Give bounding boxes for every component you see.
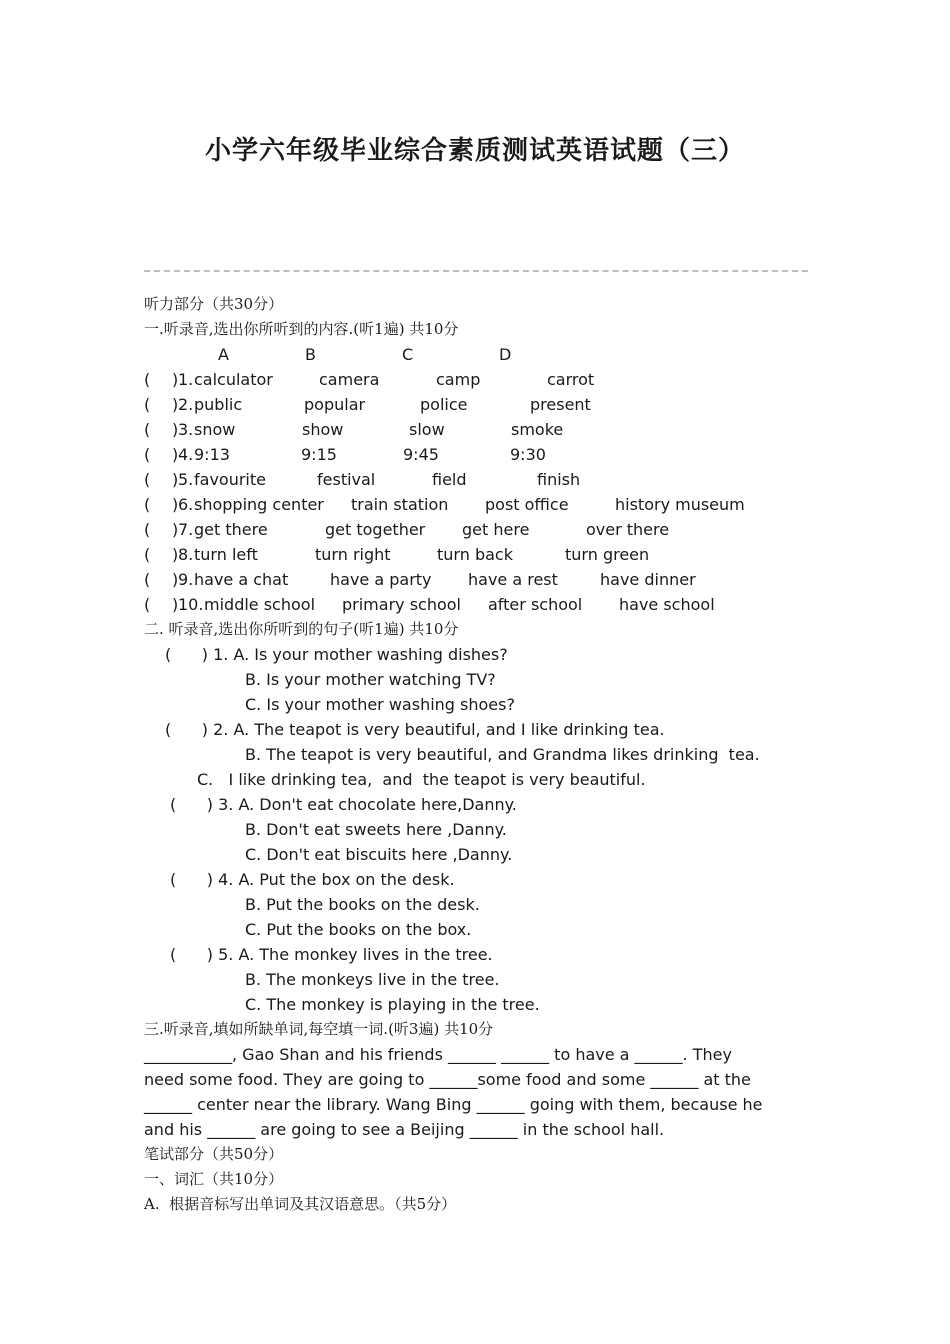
option-a: turn left xyxy=(194,545,258,564)
option-d: history museum xyxy=(615,495,745,514)
column-label-d: D xyxy=(499,345,512,364)
option-a: public xyxy=(194,395,243,414)
answer-paren-close: ) xyxy=(172,595,179,614)
list-item xyxy=(144,567,808,592)
question-option xyxy=(144,917,808,942)
option-c-text: C. Put the books on the box. xyxy=(245,920,472,939)
page-title: 小学六年级毕业综合素质测试英语试题（三） xyxy=(204,136,745,166)
question-option xyxy=(144,967,808,992)
option-b: turn right xyxy=(315,545,391,564)
answer-paren-open: ( xyxy=(144,545,151,564)
question-stem xyxy=(144,717,808,742)
option-a: get there xyxy=(194,520,268,539)
answer-paren-open: ( xyxy=(144,395,151,414)
section-3-heading: 三.听录音,填如所缺单词,每空填一词.(听3遍) 共10分 xyxy=(144,1020,494,1038)
column-label-a: A xyxy=(218,345,229,364)
question-option xyxy=(144,692,808,717)
question-stem-text: ( ) 2. A. The teapot is very beautiful, and I like drinking tea. xyxy=(165,720,665,739)
option-d: over there xyxy=(586,520,670,539)
exam-body xyxy=(144,292,808,1217)
option-b-text: B. Don't eat sweets here ,Danny. xyxy=(245,820,507,839)
option-d: have school xyxy=(619,595,715,614)
option-c-text: C. I like drinking tea, and the teapot is very beautiful. xyxy=(197,770,646,789)
option-c-text: C. Is your mother washing shoes? xyxy=(245,695,515,714)
option-d: 9:30 xyxy=(510,445,546,464)
answer-paren-close: ) xyxy=(172,370,179,389)
option-c: 9:45 xyxy=(403,445,439,464)
option-b-text: B. The teapot is very beautiful, and Grandma likes drinking tea. xyxy=(245,745,760,764)
question-option xyxy=(144,892,808,917)
answer-paren-close: ) xyxy=(172,495,179,514)
column-label-c: C xyxy=(402,345,414,364)
list-item xyxy=(144,442,808,467)
option-d: smoke xyxy=(511,420,564,439)
option-c: camp xyxy=(436,370,481,389)
vocab-section-header: 一、词汇（共10分） xyxy=(144,1170,284,1188)
answer-paren-open: ( xyxy=(144,520,151,539)
list-item xyxy=(144,592,808,617)
list-item xyxy=(144,542,808,567)
option-b: train station xyxy=(351,495,449,514)
option-c: have a rest xyxy=(468,570,558,589)
option-b: get together xyxy=(325,520,426,539)
item-number: 2. xyxy=(178,395,194,414)
question-option xyxy=(144,842,808,867)
answer-paren-close: ) xyxy=(172,445,179,464)
cloze-line: ___________, Gao Shan and his friends ______ ______ to have a ______. They xyxy=(144,1045,732,1064)
answer-paren-open: ( xyxy=(144,570,151,589)
list-item xyxy=(144,467,808,492)
option-d: have dinner xyxy=(600,570,696,589)
item-number: 9. xyxy=(178,570,194,589)
option-b: show xyxy=(302,420,344,439)
option-a: calculator xyxy=(194,370,273,389)
answer-paren-close: ) xyxy=(172,570,179,589)
option-b: primary school xyxy=(342,595,461,614)
answer-paren-open: ( xyxy=(144,370,151,389)
item-number: 8. xyxy=(178,545,194,564)
option-c-text: C. The monkey is playing in the tree. xyxy=(245,995,540,1014)
option-c: police xyxy=(420,395,468,414)
option-c: after school xyxy=(488,595,583,614)
option-b-text: B. The monkeys live in the tree. xyxy=(245,970,500,989)
item-number: 7. xyxy=(178,520,194,539)
answer-paren-close: ) xyxy=(172,420,179,439)
list-item xyxy=(144,517,808,542)
option-d: turn green xyxy=(565,545,650,564)
option-a: shopping center xyxy=(194,495,324,514)
column-labels xyxy=(144,342,808,367)
item-number: 3. xyxy=(178,420,194,439)
option-c: post office xyxy=(485,495,569,514)
option-b-text: B. Put the books on the desk. xyxy=(245,895,480,914)
answer-paren-close: ) xyxy=(172,470,179,489)
question-option xyxy=(144,667,808,692)
cloze-line: and his ______ are going to see a Beijing ______ in the school hall. xyxy=(144,1120,665,1139)
listening-section-header: 听力部分（共30分） xyxy=(144,295,284,313)
vocab-part-a-instruction: A. 根据音标写出单词及其汉语意思。（共5分） xyxy=(144,1195,457,1213)
answer-paren-open: ( xyxy=(144,445,151,464)
option-a: have a chat xyxy=(194,570,289,589)
dashed-divider xyxy=(144,270,808,272)
option-d: finish xyxy=(537,470,581,489)
question-stem-text: ( ) 3. A. Don't eat chocolate here,Danny. xyxy=(170,795,517,814)
option-c: slow xyxy=(409,420,445,439)
item-number: 6. xyxy=(178,495,194,514)
section-2-heading: 二. 听录音,选出你所听到的句子(听1遍) 共10分 xyxy=(144,620,459,638)
option-b: have a party xyxy=(330,570,432,589)
option-b-text: B. Is your mother watching TV? xyxy=(245,670,496,689)
list-item xyxy=(144,392,808,417)
option-b: festival xyxy=(317,470,376,489)
answer-paren-open: ( xyxy=(144,420,151,439)
list-item xyxy=(144,367,808,392)
answer-paren-open: ( xyxy=(144,495,151,514)
section-1-heading: 一.听录音,选出你所听到的内容.(听1遍) 共10分 xyxy=(144,320,459,338)
question-stem xyxy=(144,867,808,892)
question-stem-text: ( ) 1. A. Is your mother washing dishes? xyxy=(165,645,508,664)
question-option xyxy=(144,817,808,842)
list-item xyxy=(144,417,808,442)
option-d: carrot xyxy=(547,370,595,389)
answer-paren-close: ) xyxy=(172,520,179,539)
option-c: turn back xyxy=(437,545,513,564)
answer-paren-close: ) xyxy=(172,395,179,414)
question-option xyxy=(144,992,808,1017)
question-stem xyxy=(144,792,808,817)
item-number: 10. xyxy=(178,595,204,614)
list-item xyxy=(144,492,808,517)
question-stem-text: ( ) 4. A. Put the box on the desk. xyxy=(170,870,455,889)
option-b: popular xyxy=(304,395,366,414)
answer-paren-open: ( xyxy=(144,595,151,614)
option-b: camera xyxy=(319,370,380,389)
question-option xyxy=(144,742,808,767)
written-section-header: 笔试部分（共50分） xyxy=(144,1145,284,1163)
option-c: get here xyxy=(462,520,530,539)
question-stem xyxy=(144,942,808,967)
column-label-b: B xyxy=(305,345,316,364)
option-a: snow xyxy=(194,420,236,439)
answer-paren-open: ( xyxy=(144,470,151,489)
option-a: favourite xyxy=(194,470,266,489)
cloze-line: ______ center near the library. Wang Bing ______ going with them, because he xyxy=(144,1095,763,1114)
question-option xyxy=(144,767,808,792)
item-number: 1. xyxy=(178,370,194,389)
question-stem xyxy=(144,642,808,667)
option-b: 9:15 xyxy=(301,445,337,464)
option-d: present xyxy=(530,395,591,414)
option-a: middle school xyxy=(204,595,316,614)
item-number: 5. xyxy=(178,470,194,489)
option-c-text: C. Don't eat biscuits here ,Danny. xyxy=(245,845,513,864)
cloze-line: need some food. They are going to ______some food and some ______ at the xyxy=(144,1070,751,1089)
option-c: field xyxy=(432,470,467,489)
answer-paren-close: ) xyxy=(172,545,179,564)
item-number: 4. xyxy=(178,445,194,464)
option-a: 9:13 xyxy=(194,445,230,464)
question-stem-text: ( ) 5. A. The monkey lives in the tree. xyxy=(170,945,493,964)
